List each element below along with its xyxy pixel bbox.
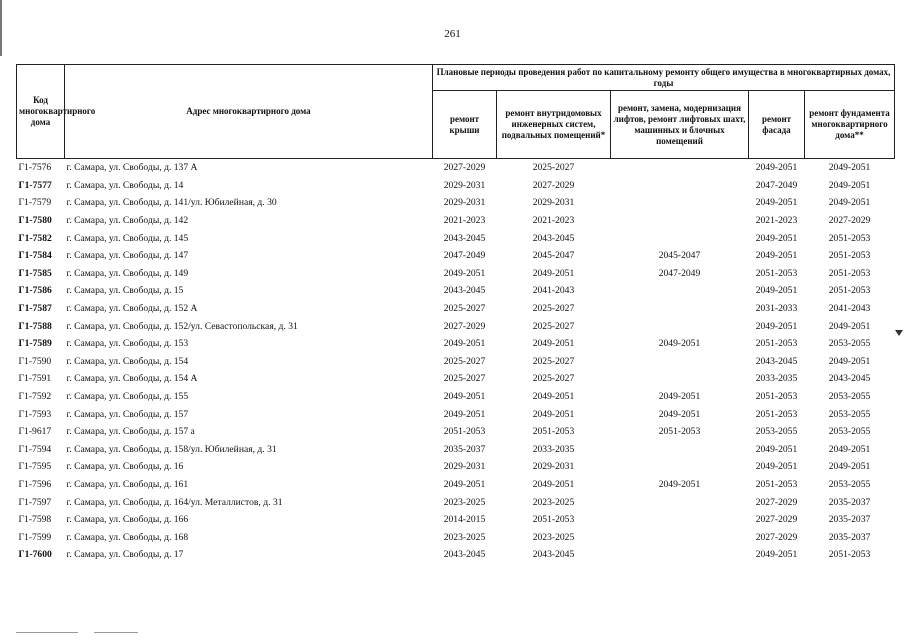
table-row: [17, 511, 895, 529]
cell-foundation: 2053-2055: [828, 338, 871, 350]
cell-facade: 2049-2051: [755, 443, 798, 455]
cell-systems: 2023-2025: [532, 496, 575, 508]
table-row: [17, 353, 895, 371]
cell-code: Г1-7591: [18, 373, 52, 385]
cell-address: г. Самара, ул. Свободы, д. 164/ул. Металлистов, д. 31: [66, 496, 283, 508]
cell-foundation: 2049-2051: [828, 179, 871, 191]
cell-lifts: [611, 353, 749, 371]
cell-lifts: [611, 511, 749, 529]
cell-roof: 2049-2051: [443, 338, 486, 350]
cell-foundation: 2041-2043: [828, 303, 871, 315]
table-row: [17, 212, 895, 230]
cell-address: г. Самара, ул. Свободы, д. 141/ул. Юбилейная, д. 30: [66, 197, 277, 209]
cell-foundation: 2053-2055: [828, 426, 871, 438]
capital-repair-table: [16, 64, 895, 564]
cell-lifts: [611, 177, 749, 195]
cell-roof: 2047-2049: [443, 250, 486, 262]
cell-foundation: 2035-2037: [828, 496, 871, 508]
footer-rule: [94, 632, 138, 633]
cell-code: Г1-7577: [18, 179, 52, 191]
page-number: 261: [444, 28, 461, 40]
cell-address: г. Самара, ул. Свободы, д. 137 А: [66, 162, 198, 174]
cell-code: Г1-7597: [18, 496, 52, 508]
cell-systems: 2043-2045: [532, 232, 575, 244]
cell-lifts: [611, 300, 749, 318]
table-row: [17, 405, 895, 423]
cell-code: Г1-7596: [18, 478, 52, 490]
cell-systems: 2025-2027: [532, 162, 575, 174]
cell-address: г. Самара, ул. Свободы, д. 155: [66, 391, 189, 403]
cell-foundation: 2049-2051: [828, 355, 871, 367]
cell-facade: 2031-2033: [755, 303, 798, 315]
cell-address: г. Самара, ул. Свободы, д. 142: [66, 215, 189, 227]
cell-lifts: 2049-2051: [658, 338, 701, 350]
cell-code: Г1-7593: [18, 408, 52, 420]
cell-address: г. Самара, ул. Свободы, д. 154: [66, 355, 189, 367]
cell-systems: 2045-2047: [532, 250, 575, 262]
cell-foundation: 2051-2053: [828, 267, 871, 279]
cell-systems: 2025-2027: [532, 303, 575, 315]
cell-roof: 2023-2025: [443, 496, 486, 508]
cell-address: г. Самара, ул. Свободы, д. 168: [66, 531, 189, 543]
header-facade: ремонт фасада: [749, 91, 805, 159]
cell-systems: 2025-2027: [532, 373, 575, 385]
cell-systems: 2029-2031: [532, 461, 575, 473]
cell-systems: 2029-2031: [532, 197, 575, 209]
cell-foundation: 2027-2029: [828, 215, 871, 227]
cell-roof: 2035-2037: [443, 443, 486, 455]
cell-code: Г1-7589: [18, 338, 52, 350]
cell-roof: 2043-2045: [443, 232, 486, 244]
cell-code: Г1-7580: [18, 215, 52, 227]
table-row: [17, 300, 895, 318]
table-row: [17, 265, 895, 283]
cell-systems: 2025-2027: [532, 355, 575, 367]
cell-lifts: [611, 159, 749, 177]
cell-roof: 2029-2031: [443, 197, 486, 209]
table-row: [17, 335, 895, 353]
cell-facade: 2051-2053: [755, 391, 798, 403]
cell-lifts: [611, 441, 749, 459]
cell-code: Г1-7587: [18, 303, 52, 315]
cell-code: Г1-7598: [18, 514, 52, 526]
cell-systems: 2049-2051: [532, 338, 575, 350]
footer-rule: [16, 632, 78, 633]
cell-foundation: 2049-2051: [828, 320, 871, 332]
cell-roof: 2051-2053: [443, 426, 486, 438]
cell-facade: 2051-2053: [755, 478, 798, 490]
cell-foundation: 2049-2051: [828, 443, 871, 455]
table-row: [17, 247, 895, 265]
cell-address: г. Самара, ул. Свободы, д. 14: [66, 179, 184, 191]
table-row: [17, 476, 895, 494]
cell-systems: 2041-2043: [532, 285, 575, 297]
cell-roof: 2029-2031: [443, 179, 486, 191]
header-roof: ремонт крыши: [433, 91, 497, 159]
cell-lifts: 2049-2051: [658, 478, 701, 490]
header-address: Адрес многоквартирного дома: [65, 65, 433, 159]
cell-roof: 2021-2023: [443, 215, 486, 227]
table-row: [17, 458, 895, 476]
cell-facade: 2049-2051: [755, 285, 798, 297]
cell-code: Г1-7585: [18, 267, 52, 279]
cell-facade: 2033-2035: [755, 373, 798, 385]
cell-lifts: [611, 212, 749, 230]
cell-systems: 2033-2035: [532, 443, 575, 455]
cell-code: Г1-7590: [18, 355, 52, 367]
cell-systems: 2025-2027: [532, 320, 575, 332]
cell-address: г. Самара, ул. Свободы, д. 166: [66, 514, 189, 526]
cell-lifts: 2045-2047: [658, 250, 701, 262]
cell-foundation: 2049-2051: [828, 162, 871, 174]
table-row: [17, 388, 895, 406]
cell-facade: 2051-2053: [755, 408, 798, 420]
cell-code: Г1-9617: [18, 426, 52, 438]
cell-roof: 2029-2031: [443, 461, 486, 473]
cell-address: г. Самара, ул. Свободы, д. 157: [66, 408, 189, 420]
cell-systems: 2043-2045: [532, 549, 575, 561]
table-row: [17, 441, 895, 459]
cell-code: Г1-7576: [18, 162, 52, 174]
cell-address: г. Самара, ул. Свободы, д. 147: [66, 250, 189, 262]
cell-facade: 2051-2053: [755, 338, 798, 350]
cell-address: г. Самара, ул. Свободы, д. 16: [66, 461, 184, 473]
table-row: [17, 194, 895, 212]
cell-code: Г1-7584: [18, 250, 52, 262]
table-row: [17, 370, 895, 388]
cell-roof: 2025-2027: [443, 373, 486, 385]
cell-code: Г1-7588: [18, 320, 52, 332]
table-row: [17, 546, 895, 564]
cell-facade: 2051-2053: [755, 267, 798, 279]
cell-address: г. Самара, ул. Свободы, д. 149: [66, 267, 189, 279]
cell-address: г. Самара, ул. Свободы, д. 17: [66, 549, 184, 561]
table-row: [17, 177, 895, 195]
cell-lifts: [611, 282, 749, 300]
table-row: [17, 493, 895, 511]
cell-roof: 2049-2051: [443, 391, 486, 403]
cell-roof: 2049-2051: [443, 267, 486, 279]
cell-facade: 2049-2051: [755, 162, 798, 174]
cell-roof: 2025-2027: [443, 355, 486, 367]
cell-lifts: [611, 317, 749, 335]
cell-lifts: [611, 229, 749, 247]
cell-lifts: 2051-2053: [658, 426, 701, 438]
header-code: Код многоквартирного дома: [17, 65, 65, 159]
cell-systems: 2023-2025: [532, 531, 575, 543]
cell-lifts: [611, 194, 749, 212]
cell-roof: 2043-2045: [443, 285, 486, 297]
cell-lifts: 2049-2051: [658, 408, 701, 420]
cell-foundation: 2043-2045: [828, 373, 871, 385]
cell-foundation: 2051-2053: [828, 549, 871, 561]
cell-facade: 2049-2051: [755, 250, 798, 262]
cell-lifts: [611, 370, 749, 388]
cell-systems: 2049-2051: [532, 408, 575, 420]
cell-lifts: [611, 458, 749, 476]
cell-systems: 2021-2023: [532, 215, 575, 227]
cell-address: г. Самара, ул. Свободы, д. 15: [66, 285, 184, 297]
cell-lifts: [611, 528, 749, 546]
header-lifts: ремонт, замена, модернизация лифтов, ремонт лифтовых шахт, машинных и блочных помещений: [611, 91, 749, 159]
cell-lifts: [611, 546, 749, 564]
cell-systems: 2049-2051: [532, 267, 575, 279]
cell-address: г. Самара, ул. Свободы, д. 152 А: [66, 303, 198, 315]
cell-code: Г1-7599: [18, 531, 52, 543]
cell-code: Г1-7579: [18, 197, 52, 209]
cell-code: Г1-7595: [18, 461, 52, 473]
cell-code: Г1-7582: [18, 232, 52, 244]
cell-lifts: 2049-2051: [658, 391, 701, 403]
cell-code: Г1-7600: [18, 549, 52, 561]
cell-facade: 2043-2045: [755, 355, 798, 367]
cell-roof: 2023-2025: [443, 531, 486, 543]
cell-address: г. Самара, ул. Свободы, д. 158/ул. Юбилейная, д. 31: [66, 443, 277, 455]
cell-facade: 2027-2029: [755, 496, 798, 508]
header-group-title: Плановые периоды проведения работ по капитальному ремонту общего имущества в многоквартирных домах, годы: [433, 65, 895, 91]
cell-systems: 2051-2053: [532, 426, 575, 438]
cell-foundation: 2051-2053: [828, 285, 871, 297]
cell-lifts: 2047-2049: [658, 267, 701, 279]
cell-roof: 2043-2045: [443, 549, 486, 561]
cell-roof: 2025-2027: [443, 303, 486, 315]
cell-facade: 2053-2055: [755, 426, 798, 438]
cell-systems: 2049-2051: [532, 478, 575, 490]
cell-address: г. Самара, ул. Свободы, д. 157 а: [66, 426, 195, 438]
table-row: [17, 229, 895, 247]
cell-foundation: 2053-2055: [828, 408, 871, 420]
cell-facade: 2047-2049: [755, 179, 798, 191]
cell-facade: 2027-2029: [755, 514, 798, 526]
cell-address: г. Самара, ул. Свободы, д. 152/ул. Севастопольская, д. 31: [66, 320, 298, 332]
cell-roof: 2049-2051: [443, 408, 486, 420]
cell-systems: 2051-2053: [532, 514, 575, 526]
cell-facade: 2027-2029: [755, 531, 798, 543]
cell-roof: 2027-2029: [443, 320, 486, 332]
cell-facade: 2049-2051: [755, 461, 798, 473]
cell-systems: 2049-2051: [532, 391, 575, 403]
table-row: [17, 317, 895, 335]
cell-facade: 2049-2051: [755, 232, 798, 244]
cell-facade: 2049-2051: [755, 197, 798, 209]
cell-facade: 2021-2023: [755, 215, 798, 227]
cell-roof: 2027-2029: [443, 162, 486, 174]
cell-lifts: [611, 493, 749, 511]
cell-code: Г1-7592: [18, 391, 52, 403]
cell-roof: 2014-2015: [443, 514, 486, 526]
cell-foundation: 2051-2053: [828, 232, 871, 244]
scan-mark-right: [895, 330, 903, 336]
cell-foundation: 2053-2055: [828, 478, 871, 490]
table-row: [17, 528, 895, 546]
cell-address: г. Самара, ул. Свободы, д. 161: [66, 478, 189, 490]
cell-address: г. Самара, ул. Свободы, д. 145: [66, 232, 189, 244]
cell-foundation: 2053-2055: [828, 391, 871, 403]
table-body: [17, 159, 895, 564]
cell-foundation: 2035-2037: [828, 514, 871, 526]
cell-address: г. Самара, ул. Свободы, д. 154 А: [66, 373, 198, 385]
cell-roof: 2049-2051: [443, 478, 486, 490]
header-systems: ремонт внутридомовых инженерных систем, подвальных помещений*: [497, 91, 611, 159]
table-row: [17, 159, 895, 177]
cell-code: Г1-7594: [18, 443, 52, 455]
table-row: [17, 423, 895, 441]
cell-systems: 2027-2029: [532, 179, 575, 191]
cell-foundation: 2051-2053: [828, 250, 871, 262]
header-foundation: ремонт фундамента многоквартирного дома**: [805, 91, 895, 159]
cell-foundation: 2049-2051: [828, 461, 871, 473]
table-row: [17, 282, 895, 300]
cell-facade: 2049-2051: [755, 320, 798, 332]
cell-address: г. Самара, ул. Свободы, д. 153: [66, 338, 189, 350]
cell-foundation: 2035-2037: [828, 531, 871, 543]
cell-foundation: 2049-2051: [828, 197, 871, 209]
cell-facade: 2049-2051: [755, 549, 798, 561]
cell-code: Г1-7586: [18, 285, 52, 297]
